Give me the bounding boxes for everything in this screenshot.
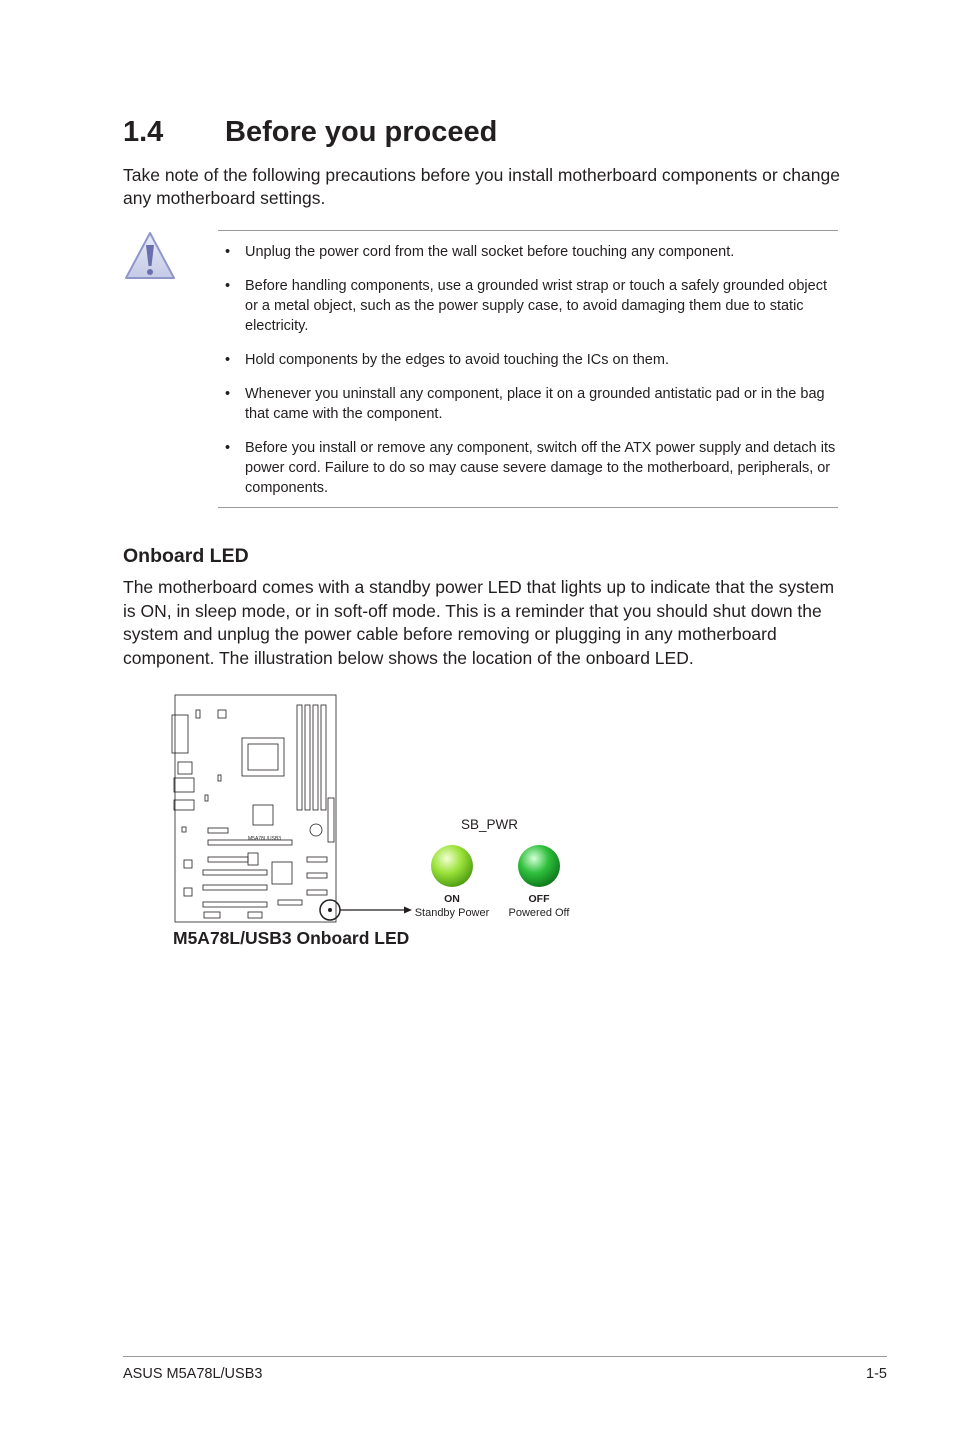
footer-page-number: 1-5 [866,1366,887,1382]
figure-caption: M5A78L/USB3 Onboard LED [173,928,410,948]
caution-top-rule [218,230,838,231]
list-item: • Whenever you uninstall any component, place it on a grounded antistatic pad or in the bag that came with the component. [225,384,840,424]
board-silk-label: M5A78L/USB3 [248,836,282,842]
list-item: • Unplug the power cord from the wall socket before touching any component. [225,242,840,262]
led-on-indicator [431,845,473,887]
led-on-description: Standby Power [414,907,490,919]
onboard-led-paragraph: The motherboard comes with a standby power LED that lights up to indicate that the system is ON, in sleep mode, or in soft-off mode. This is a reminder that you should shut down the system and unplug the power cable before removing or plugging in any motherboard component. The illustration below shows the location of the onboard LED. [123,577,835,668]
intro-paragraph: Take note of the following precautions before you install motherboard components or change any motherboard settings. [123,165,840,208]
section-number: 1.4 [123,116,164,148]
motherboard-outline [172,695,336,922]
caution-bottom-rule [218,507,838,508]
list-item: • Before handling components, use a grounded wrist strap or touch a safely grounded object or a metal object, such as the power supply case, to avoid damaging them due to static electricity. [225,276,840,336]
caution-list [225,242,840,512]
section-title: Before you proceed [225,116,498,148]
led-off-indicator [518,845,560,887]
onboard-led-diagram [160,690,600,930]
onboard-led-heading: Onboard LED [123,545,249,567]
list-item: • Before you install or remove any component, switch off the ATX power supply and detach its power cord. Failure to do so may cause severe damage to the motherboard, peripherals, or components. [225,438,840,498]
footer-product-name: ASUS M5A78L/USB3 [123,1366,263,1382]
led-on-state: ON [444,893,460,905]
caution-triangle-icon [123,230,177,282]
footer-rule [123,1356,887,1357]
led-off-description: Powered Off [508,907,570,919]
list-item: • Hold components by the edges to avoid touching the ICs on them. [225,350,840,370]
led-name-label: SB_PWR [461,817,519,832]
led-off-state: OFF [528,893,550,905]
